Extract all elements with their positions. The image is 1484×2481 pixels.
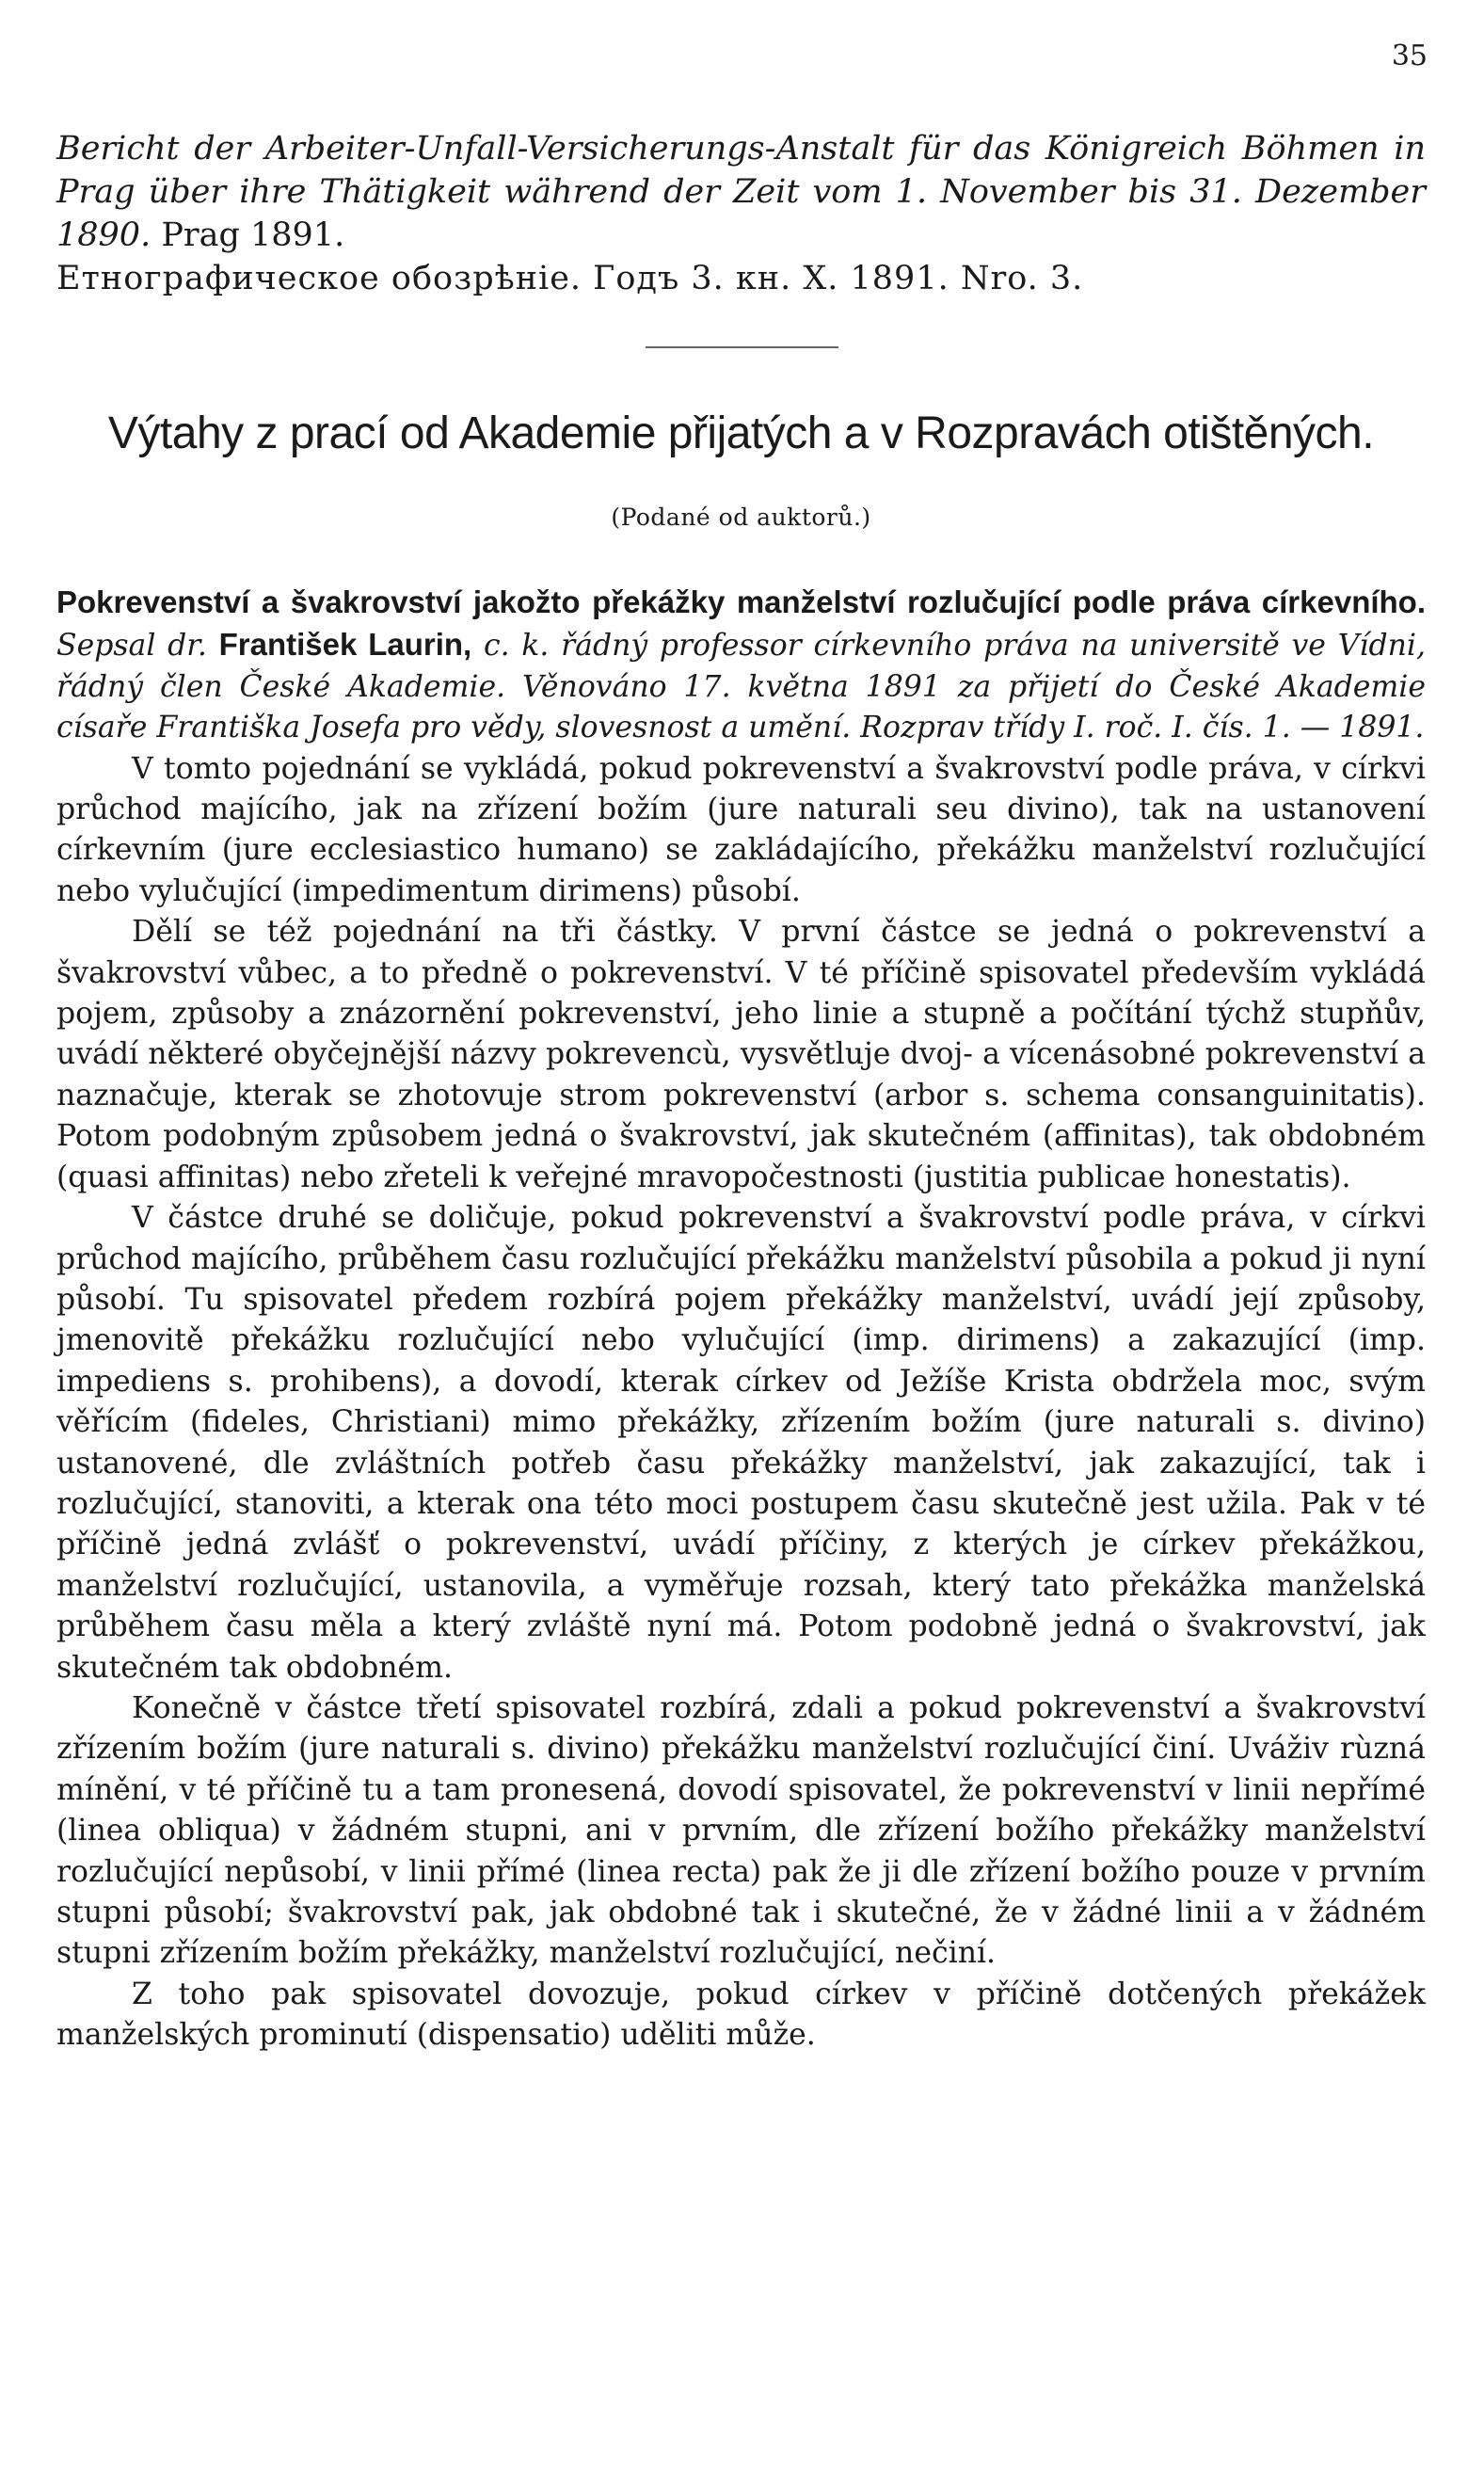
author-name: František Laurin, [218,627,472,663]
separator-rule [646,346,838,348]
section-heading: Výtahy z prací od Akademie přijatých a v Rozpravách otištěných. [107,408,1375,458]
german-place: Prag 1891. [161,216,345,254]
paragraph-3: V částce druhé se doličuje, pokud pokrevenství a švakrovství podle práva, v církvi průchod majícího, průběhem času rozlučující překážku manželství působila a pokud ji nyní působí. Tu spisovatel předem rozbírá pojem překážky manželství, uvádí její způsoby, jmenovitě překážku rozlučující nebo vylučující (imp. dirimens) a zakazující (imp. impediens s. prohibens), a dovodí, kterak církev od Ježíše Krista obdržela moc, svým věřícím (fideles, Christiani) mimo překážky, zřízením božím (jure naturali s. divino) ustanovené, dle zvláštních potřeb času překážky manželství, jak zakazující, tak i rozlučující, stanoviti, a kterak ona této moci postupem času skutečně jest užila. Pak v té příčině jedná zvlášť o pokrevenství, uvádí příčiny, z kterých je církev překážkou, manželství rozlučující, ustanovila, a vyměřuje rozsah, který tato překážka manželská průběhem času měla a který zvláště nyní má. Potom podobně jedná o švakrovství, jak skutečném tak obdobném. [56,1201,1426,1685]
german-reference [56,127,1426,257]
paragraph-1: V tomto pojednání se vykládá, pokud pokrevenství a švakrovství podle práva, v církvi průchod majícího, jak na zřízení božím (jure naturali seu divino), tak na ustanovení církevním (jure ecclesiastico humano) se zakládajícího, překážku manželství rozlučující nebo vylučující (impedimentum dirimens) působí. [56,751,1426,908]
article-header [56,582,1426,749]
article-body [56,582,1426,2057]
article-title: Pokrevenství a švakrovství jakožto překážky manželství rozlučující podle práva církevního. [56,584,1426,619]
paragraph-2: Dělí se též pojednání na tři částky. V první částce se jedná o pokrevenství a švakrovství vůbec, a to předně o pokrevenství. V té příčině spisovatel především vykládá pojem, způsoby a znázornění pokrevenství, jeho linie a stupně a počítání týchž stupňův, uvádí některé obyčejnější názvy pokrevencù, vysvětluje dvoj- a vícenásobné pokrevenství a naznačuje, kterak se zhotovuje strom pokrevenství (arbor s. schema consanguinitatis). Potom podobným způsobem jedná o švakrovství, jak skutečném (affinitas), tak obdobném (quasi affinitas) nebo zřeteli k veřejné mravopočestnosti (justitia publicae honestatis). [56,915,1426,1194]
german-title: Bericht der Arbeiter-Unfall-Versicherungs-Anstalt für das Königreich Böhmen in Prag über ihre Thätigkeit während der Zeit vom 1. November bis 31. Dezember 1890. [56,130,1426,254]
paragraph-5: Z toho pak spisovatel dovozuje, pokud církev v příčině dotčených překážek manželských prominutí (dispensatio) uděliti může. [56,1977,1426,2053]
written-by: Sepsal dr. [56,629,207,664]
page-number: 35 [1391,40,1428,72]
author-details: c. k. řádný professor církevního práva na universitě ve Vídni, řádný člen České Akademie. Věnováno 17. května 1891 za přijetí do České Akademie císaře Františka Josefa pro vědy, slovesnost a umění. Rozprav třídy I. roč. I. čís. 1. — 1891. [56,629,1427,745]
section-subheading: (Podané od auktorů.) [611,504,871,531]
russian-reference: Етнографическое обозрѣніе. Годъ 3. кн. X. 1891. Nro. 3. [56,260,1084,297]
bibliography-block [56,127,1426,300]
paragraph-4: Konečně v částce třetí spisovatel rozbírá, zdali a pokud pokrevenství a švakrovství zřízením božím (jure naturali s. divino) překážku manželství rozlučující činí. Uváživ rùzná mínění, v té příčině tu a tam pronesená, dovodí spisovatel, že pokrevenství v linii nepřímé (linea obliqua) v žádném stupni, ani v prvním, dle zřízení božího překážky manželství rozlučující nepůsobí, v linii přímé (linea recta) pak že ji dle zřízení božího pouze v prvním stupni působí; švakrovství pak, jak obdobné tak i skutečné, že v žádné linii a v žádném stupni zřízením božím překážky, manželství rozlučující, nečiní. [56,1690,1426,1971]
